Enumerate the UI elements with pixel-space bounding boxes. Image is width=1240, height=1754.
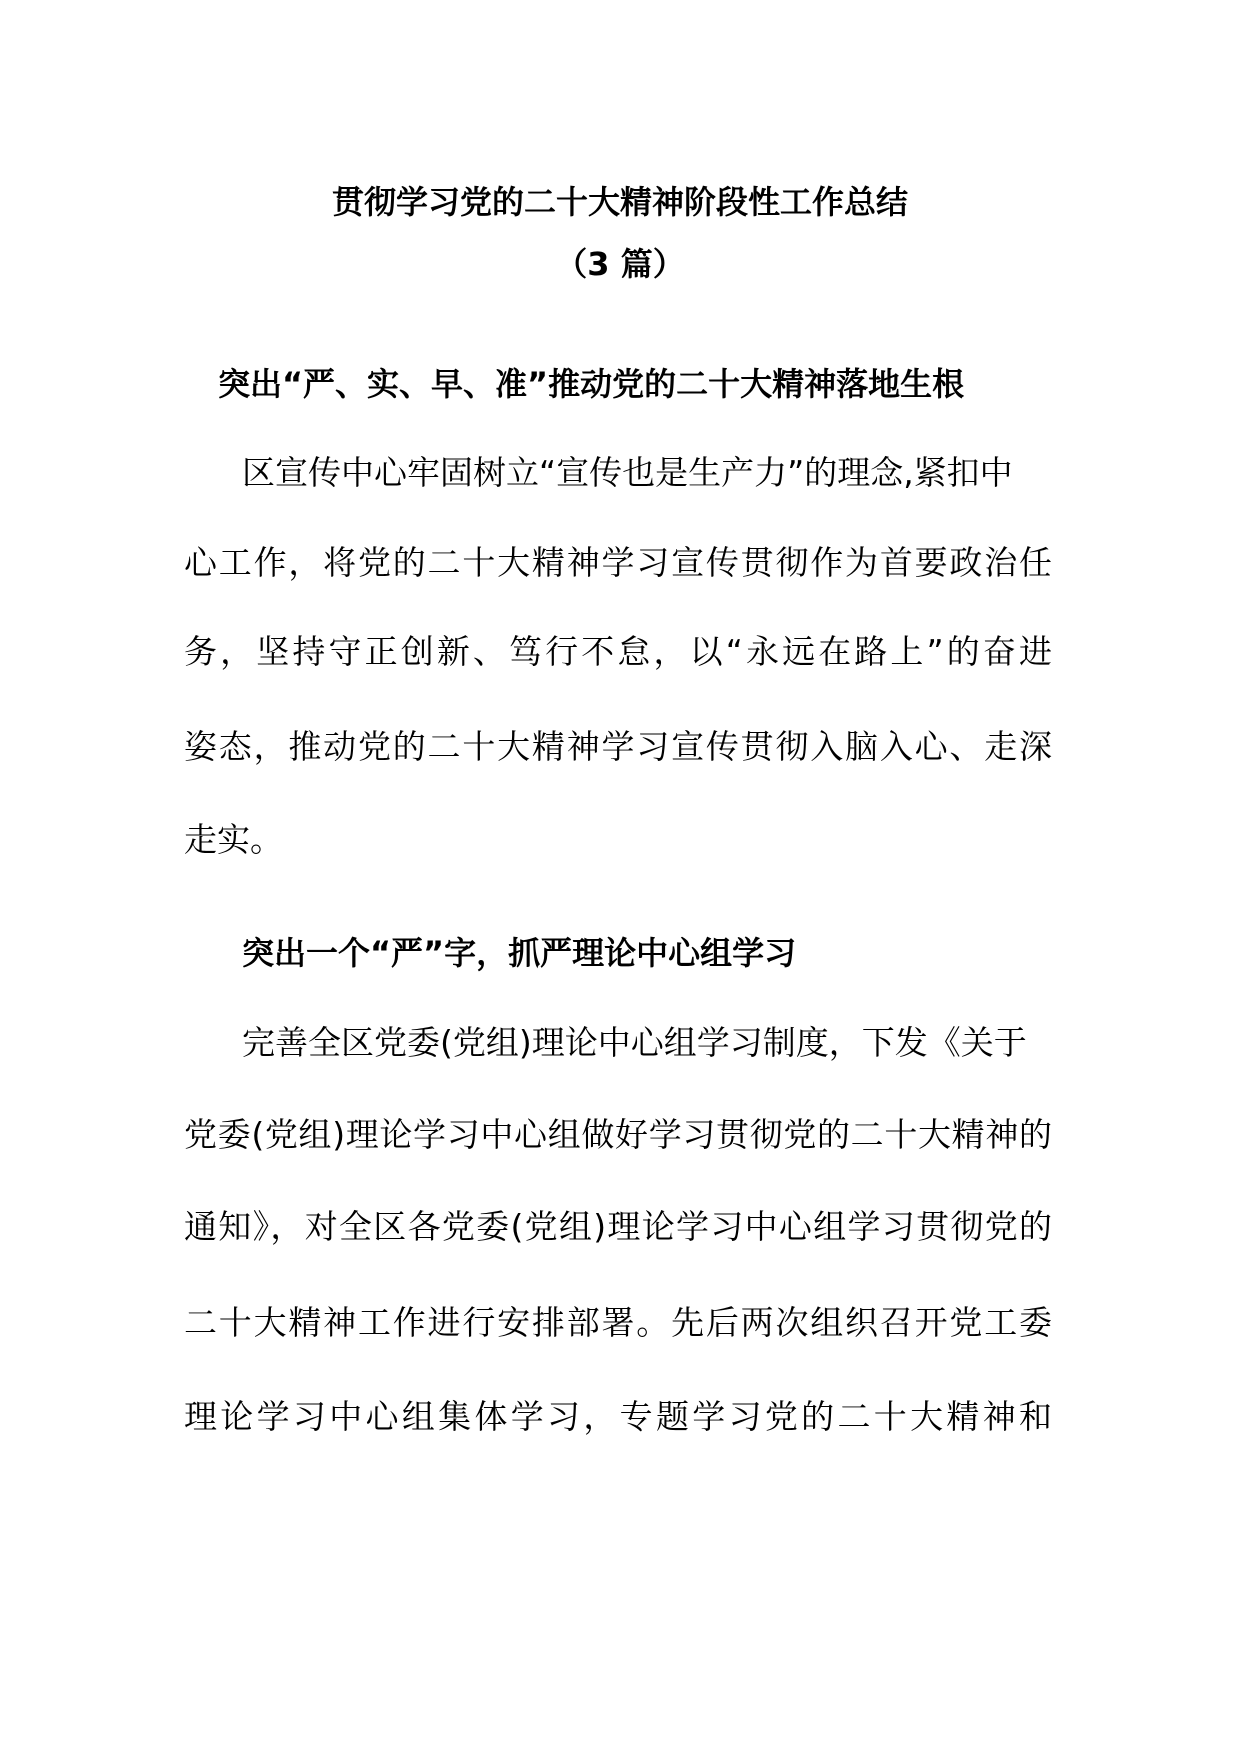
paragraph-2-line-1: 完善全区党委(党组)理论中心组学习制度，下发《关于 (242, 1023, 1027, 1062)
paragraph-1-line-2: 心工作，将党的二十大精神学习宣传贯彻作为首要政治任 (184, 543, 1052, 582)
paragraph-2-line-5: 理论学习中心组集体学习，专题学习党的二十大精神和 (184, 1397, 1052, 1436)
subheading: 突出一个“严”字，抓严理论中心组学习 (242, 934, 797, 972)
paragraph-2-line-3: 通知》，对全区各党委(党组)理论学习中心组学习贯彻党的 (184, 1207, 1052, 1246)
paragraph-1-line-4: 姿态，推动党的二十大精神学习宣传贯彻入脑入心、走深 (184, 727, 1052, 766)
paragraph-2-line-4: 二十大精神工作进行安排部署。先后两次组织召开党工委 (184, 1303, 1052, 1342)
paragraph-1-line-5: 走实。 (184, 820, 283, 859)
document-title: 贯彻学习党的二十大精神阶段性工作总结 (331, 183, 908, 221)
paragraph-1-line-1: 区宣传中心牢固树立“宣传也是生产力”的理念,紧扣中 (242, 453, 1013, 492)
document-subtitle: （3 篇） (555, 245, 685, 283)
section-heading: 突出“严、实、早、准”推动党的二十大精神落地生根 (218, 365, 965, 403)
paragraph-2-line-2: 党委(党组)理论学习中心组做好学习贯彻党的二十大精神的 (184, 1115, 1052, 1154)
paragraph-1-line-3: 务，坚持守正创新、笃行不怠，以“永远在路上”的奋进 (184, 632, 1052, 671)
